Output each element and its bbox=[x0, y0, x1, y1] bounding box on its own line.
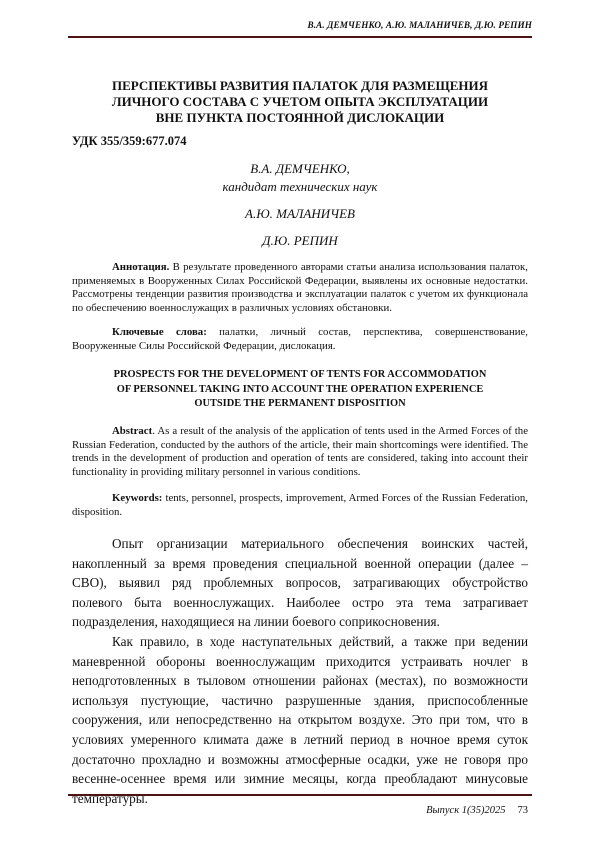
ru-keywords-label: Ключевые слова: bbox=[112, 326, 207, 338]
body-paragraph-1: Опыт организации материального обеспечения воинских частей, накопленный за время проведения специальной военной операции (далее – СВО), выявил ряд проблемных вопросов, затрагивающих обустройство полевого быта военнослужащих. Наиболее остро эта тема затрагивает подразделения, находящиеся на линии боевого соприкосновения. bbox=[72, 536, 528, 630]
en-title-line-1: PROSPECTS FOR THE DEVELOPMENT OF TENTS FOR ACCOMMODATION bbox=[113, 369, 487, 380]
title-line-2: ЛИЧНОГО СОСТАВА С УЧЕТОМ ОПЫТА ЭКСПЛУАТАЦИИ bbox=[111, 94, 489, 109]
author-2-name: А.Ю. МАЛАНИЧЕВ bbox=[245, 206, 355, 221]
author-1-degree: кандидат технических наук bbox=[222, 179, 378, 194]
issue-label: Выпуск 1(35)2025 bbox=[426, 805, 506, 816]
page-number: 73 bbox=[517, 805, 528, 816]
ru-abstract-label: Аннотация. bbox=[112, 261, 170, 273]
body-paragraph-2: Как правило, в ходе наступательных действий, а также при ведении маневренной обороны военнослужащим приходится устраивать ночлег в неподготовленных в тыловом отношении районах (местах), по возможности используя пустующие, частично разрушенные здания, приспособленные сооружения, или непосредственно на открытом воздухе. Это при том, что в условиях умеренного климата даже в летний период в ночное время суток достаточно прохладно и возможны атмосферные осадки, уже не говоря про весенне-осеннее время или зимние месяцы, когда преобладают минусовые температуры. bbox=[72, 633, 528, 806]
header-rule bbox=[68, 36, 532, 38]
en-abstract bbox=[72, 425, 528, 479]
ru-keywords-text: палатки, личный состав, перспектива, совершенствование, Вооруженные Силы Российской Федерации, дислокация. bbox=[72, 326, 528, 352]
title-line-3: ВНЕ ПУНКТА ПОСТОЯННОЙ ДИСЛОКАЦИИ bbox=[155, 110, 445, 125]
en-keywords-label: Keywords: bbox=[112, 492, 163, 504]
ru-abstract-text: В результате проведенного авторами статьи анализа использования палаток, применяемых в Вооруженных Силах Российской Федерации, выявлены их основные недостатки. Рассмотрены тенденции развития производства и эксплуатации палаток с учетом их функционала по обеспечению военнослужащих в различных условиях обстановки. bbox=[72, 261, 528, 314]
article-title bbox=[72, 78, 528, 126]
en-abstract-text: . As a result of the analysis of the application of tents used in the Armed Forces of the Russian Federation, conducted by the authors of the article, their main shortcomings were identified. The trends in the development of production and operation of tents are considered, taking into account their functionality in providing military personnel in various conditions. bbox=[72, 425, 528, 478]
ru-keywords bbox=[72, 326, 528, 353]
en-abstract-label: Abstract bbox=[112, 425, 153, 437]
ru-abstract bbox=[72, 261, 528, 315]
en-keywords bbox=[72, 492, 528, 519]
author-1-name: В.А. ДЕМЧЕНКО, bbox=[250, 161, 350, 176]
english-title bbox=[72, 368, 528, 412]
page-footer bbox=[426, 805, 528, 816]
running-header: В.А. ДЕМЧЕНКО, А.Ю. МАЛАНИЧЕВ, Д.Ю. РЕПИН bbox=[307, 20, 532, 30]
en-title-line-2: OF PERSONNEL TAKING INTO ACCOUNT THE OPERATION EXPERIENCE bbox=[116, 383, 484, 395]
en-title-line-3: OUTSIDE THE PERMANENT DISPOSITION bbox=[194, 398, 406, 409]
en-keywords-text: tents, personnel, prospects, improvement, Armed Forces of the Russian Federation, disposition. bbox=[72, 492, 528, 518]
title-line-1: ПЕРСПЕКТИВЫ РАЗВИТИЯ ПАЛАТОК ДЛЯ РАЗМЕЩЕНИЯ bbox=[111, 78, 489, 93]
article-body bbox=[72, 534, 528, 808]
footer-rule bbox=[68, 794, 532, 796]
author-3-name: Д.Ю. РЕПИН bbox=[262, 233, 338, 248]
udc-code: УДК 355/359:677.074 bbox=[72, 134, 187, 148]
